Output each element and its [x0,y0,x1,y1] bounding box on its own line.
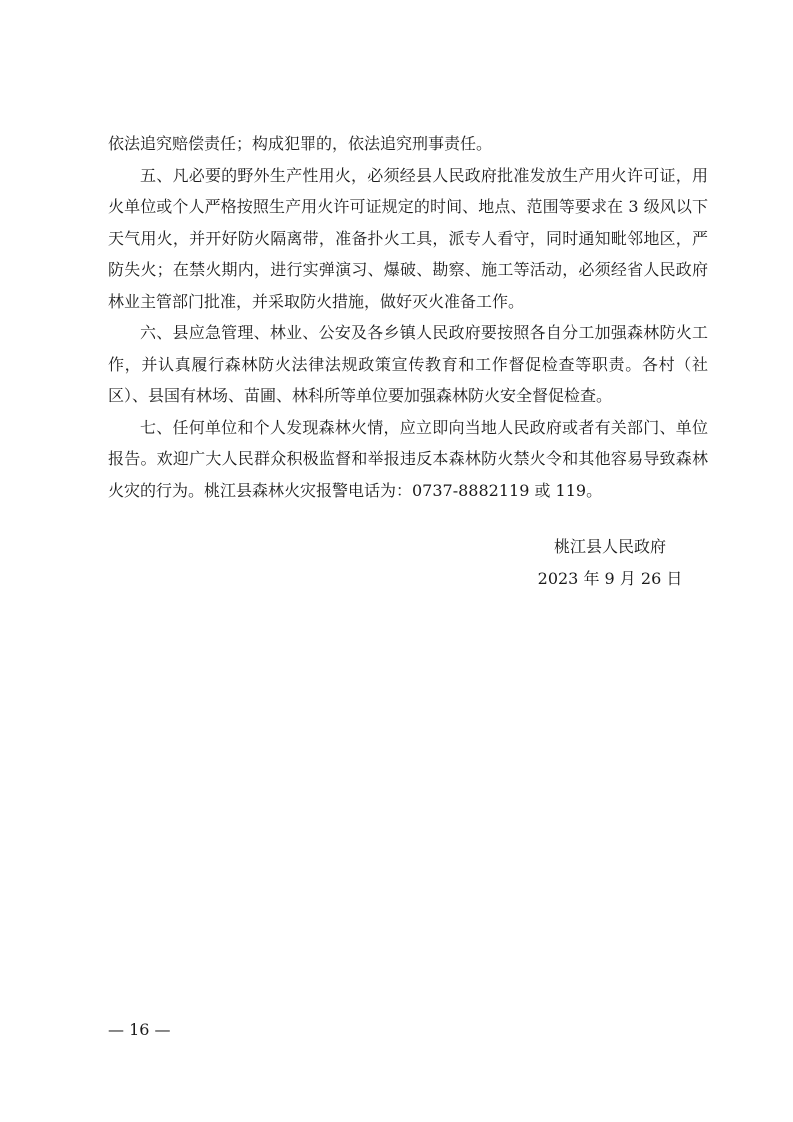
issue-date: 2023 年 9 月 26 日 [537,569,683,588]
paragraph-item-5: 五、凡必要的野外生产性用火，必须经县人民政府批准发放生产用火许可证，用火单位或个人严格按照生产用火许可证规定的时间、地点、范围等要求在 3 级风以下天气用火，并开好防火隔离带，准备扑火工具，派专人看守，同时通知毗邻地区，严防失火；在禁火期内，进行实弹演习、爆破、勘察、施工等活动，必须经省人民政府林业主管部门批准，并采取防火措施，做好灭火准备工作。 [108,165,708,311]
page-number: — 16 — [108,1020,171,1039]
signature-block [530,531,690,595]
issuer-name: 桃江县人民政府 [553,537,666,556]
paragraph-item-7: 七、任何单位和个人发现森林火情，应立即向当地人民政府或者有关部门、单位报告。欢迎广大人民群众积极监督和举报违反本森林防火禁火令和其他容易导致森林火灾的行为。桃江县森林火灾报警电话为：0737-8882119 或 119。 [108,417,708,500]
body-text [108,128,708,506]
continuation-paragraph: 依法追究赔偿责任；构成犯罪的，依法追究刑事责任。 [108,134,493,153]
paragraph-item-6: 六、县应急管理、林业、公安及各乡镇人民政府要按照各自分工加强森林防火工作，并认真履行森林防火法律法规政策宣传教育和工作督促检查等职责。各村（社区）、县国有林场、苗圃、林科所等单位要加强森林防火安全督促检查。 [108,323,708,405]
